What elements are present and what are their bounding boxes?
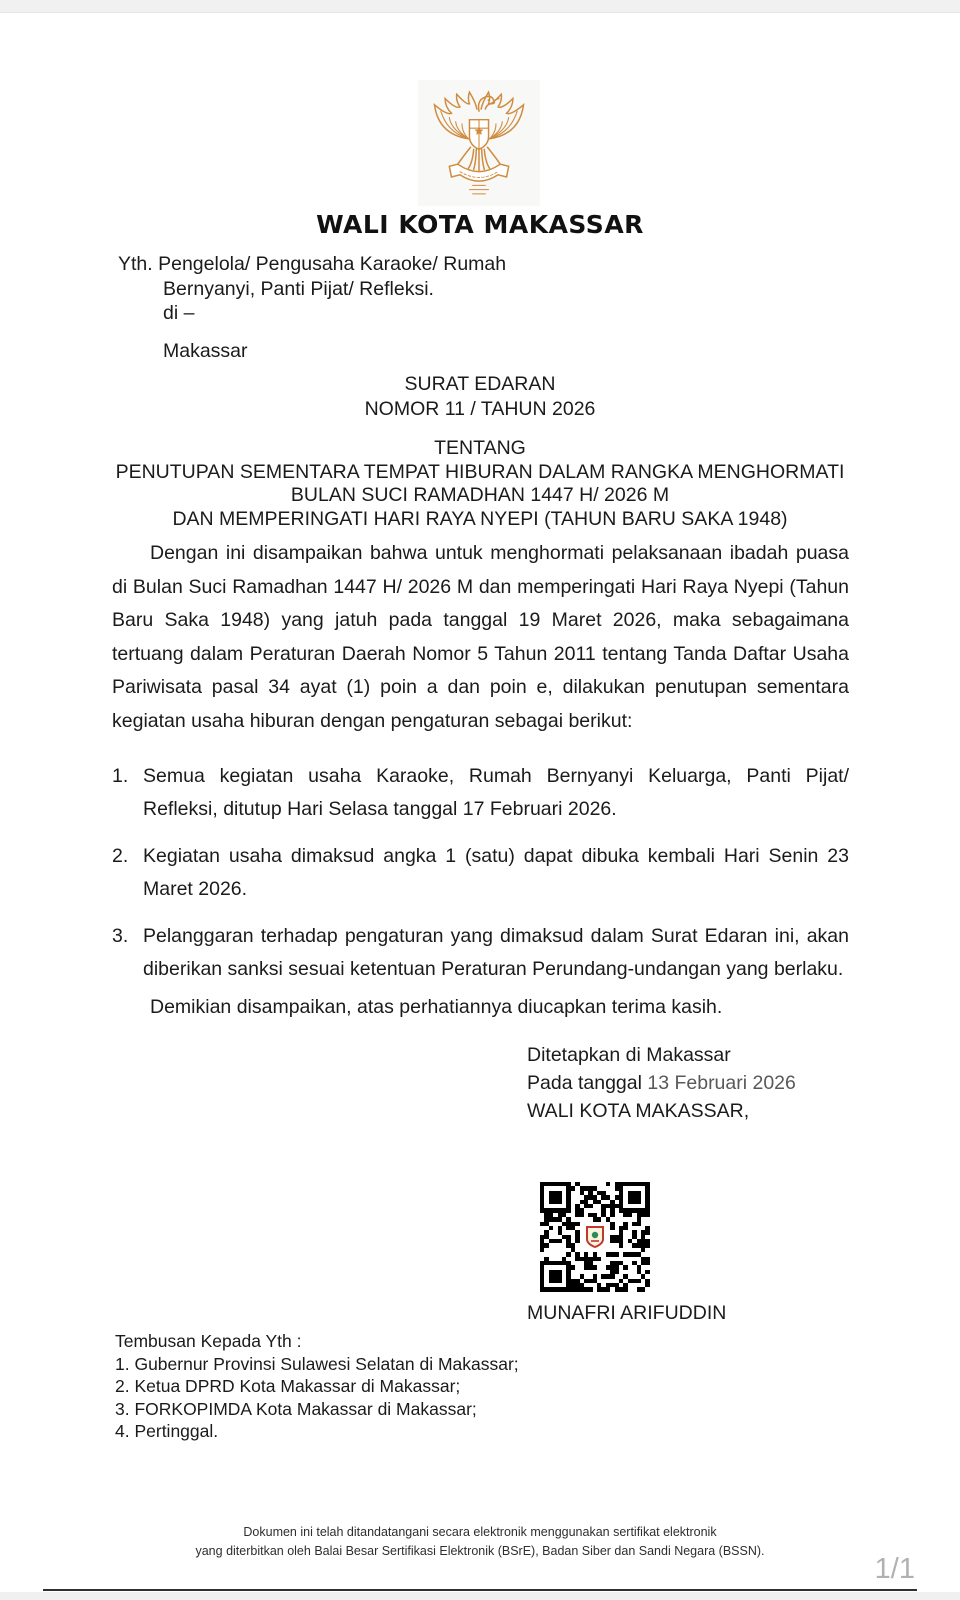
item-number: 1. [112, 765, 129, 787]
recipient-city: Makassar [163, 339, 248, 362]
cc-item: 4. Pertinggal. [115, 1421, 219, 1441]
signature-block [527, 1042, 796, 1126]
provisions-list [112, 760, 849, 1000]
cc-block [115, 1330, 519, 1443]
opening-paragraph: Dengan ini disampaikan bahwa untuk menghormati pelaksanaan ibadah puasa di Bulan Suci Ramadhan 1447 H/ 2026 M dan memperingati Hari Raya Nyepi (Tahun Baru Saka 1948) yang jatuh pada tanggal 19 Maret 2026, maka sebagaimana tertuang dalam Peraturan Daerah Nomor 5 Tahun 2011 tentang Tanda Daftar Usaha Pariwisata pasal 34 ayat (1) poin a dan poin e, dilakukan penutupan sementara kegiatan usaha hiburan dengan pengaturan sebagai berikut: [112, 542, 849, 732]
signature-title: WALI KOTA MAKASSAR, [527, 1100, 750, 1122]
signature-date-value: 13 Februari 2026 [647, 1071, 796, 1094]
about-line: DAN MEMPERINGATI HARI RAYA NYEPI (TAHUN BARU SAKA 1948) [172, 507, 788, 530]
cc-label: Tembusan Kepada Yth : [115, 1331, 302, 1351]
page-edge-divider [43, 1589, 917, 1591]
recipient-line: Bernyanyi, Panti Pijat/ Refleksi. [163, 277, 434, 300]
letter-type: SURAT EDARAN [404, 373, 556, 395]
viewer-bottom-strip [0, 1592, 960, 1600]
list-item [112, 920, 849, 986]
signatory-name: MUNAFRI ARIFUDDIN [527, 1302, 727, 1324]
letter-number: NOMOR 11 / TAHUN 2026 [364, 398, 596, 420]
about-label: TENTANG [434, 437, 526, 459]
cc-item: 2. Ketua DPRD Kota Makassar di Makassar; [115, 1376, 461, 1396]
closing-sentence: Demikian disampaikan, atas perhatiannya diucapkan terima kasih. [150, 996, 723, 1018]
signature-date: Pada tanggal 13 Februari 2026 [527, 1071, 796, 1094]
signature-place: Ditetapkan di Makassar [527, 1044, 731, 1066]
letterhead-title: WALI KOTA MAKASSAR [316, 210, 644, 239]
list-item [112, 760, 849, 826]
esign-disclaimer-line: yang diterbitkan oleh Balai Besar Sertifikasi Elektronik (BSrE), Badan Siber dan Sandi Negara (BSSN). [195, 1544, 765, 1558]
about-line: BULAN SUCI RAMADHAN 1447 H/ 2026 M [290, 484, 670, 506]
item-number: 3. [112, 925, 129, 947]
viewer-top-strip [0, 0, 960, 13]
recipient-block [118, 252, 506, 363]
city-emblem-icon [581, 1223, 609, 1251]
letter-subject [0, 372, 960, 422]
item-number: 2. [112, 845, 129, 867]
about-line: PENUTUPAN SEMENTARA TEMPAT HIBURAN DALAM RANGKA MENGHORMATI [115, 460, 845, 483]
digital-signature-qr-code [540, 1182, 650, 1292]
item-text: Pelanggaran terhadap pengaturan yang dimaksud dalam Surat Edaran ini, akan diberikan sanksi sesuai ketentuan Peraturan Perundang-undangan yang berlaku. [143, 925, 849, 980]
esign-disclaimer [0, 1523, 960, 1561]
list-item [112, 840, 849, 906]
recipient-line: Yth. Pengelola/ Pengusaha Karaoke/ Rumah [118, 253, 507, 275]
item-text: Kegiatan usaha dimaksud angka 1 (satu) dapat dibuka kembali Hari Senin 23 Maret 2026. [143, 845, 849, 900]
esign-disclaimer-line: Dokumen ini telah ditandatangani secara elektronik menggunakan sertifikat elektronik [243, 1525, 717, 1539]
recipient-line: di – [163, 302, 195, 324]
letter-about [0, 437, 960, 531]
garuda-pancasila-emblem [418, 80, 540, 206]
cc-item: 1. Gubernur Provinsi Sulawesi Selatan di Makassar; [115, 1353, 519, 1374]
page-indicator: 1/1 [874, 1553, 915, 1585]
item-text: Semua kegiatan usaha Karaoke, Rumah Bernyanyi Keluarga, Panti Pijat/ Refleksi, ditutup Hari Selasa tanggal 17 Februari 2026. [143, 765, 849, 820]
cc-item: 3. FORKOPIMDA Kota Makassar di Makassar; [115, 1398, 477, 1419]
